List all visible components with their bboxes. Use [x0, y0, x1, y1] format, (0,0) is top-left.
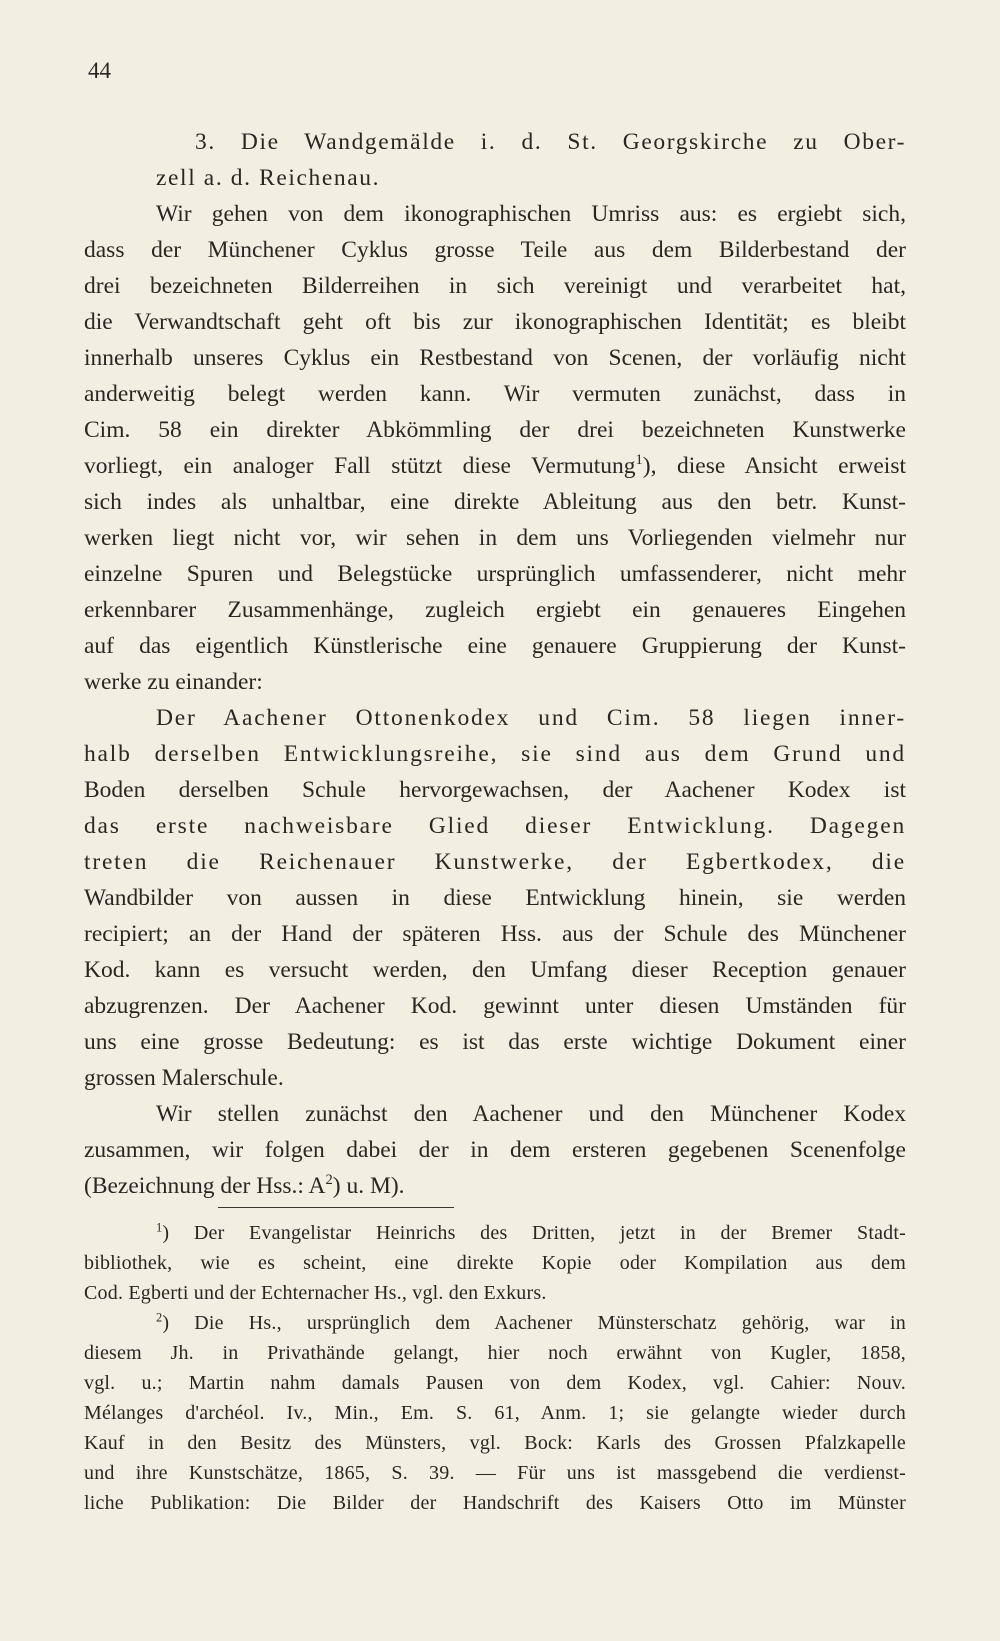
- text-line: [84, 1168, 906, 1204]
- text-line: einzelne Spuren und Belegstücke ursprünglich umfassenderer, nicht mehr: [84, 561, 906, 587]
- text-fragment: vorliegt, ein analoger Fall stützt diese Vermutung: [84, 453, 636, 479]
- footnote-line: diesem Jh. in Privathände gelangt, hier noch erwähnt von Kugler, 1858,: [84, 1342, 906, 1364]
- text-line: recipiert; an der Hand der späteren Hss. aus der Schule des Münchener: [84, 921, 906, 947]
- text-fragment: ), diese Ansicht erweist: [642, 453, 906, 479]
- text-line: dass der Münchener Cyklus grosse Teile aus dem Bilderbestand der: [84, 237, 906, 263]
- text-line: [84, 448, 906, 484]
- body-text: [84, 196, 906, 1204]
- footnote-line: liche Publikation: Die Bilder der Handschrift des Kaisers Otto im Münster: [84, 1492, 906, 1514]
- text-line: Wir gehen von dem ikonographischen Umriss aus: es ergiebt sich,: [156, 201, 906, 227]
- text-line: Boden derselben Schule hervorgewachsen, der Aachener Kodex ist: [84, 777, 906, 803]
- text-fragment: ) u. M).: [332, 1173, 405, 1199]
- text-line: grossen Malerschule.: [84, 1065, 284, 1091]
- footnote-ref: 1: [635, 452, 643, 469]
- text-line: sich indes als unhaltbar, eine direkte Ableitung aus den betr. Kunst-: [84, 489, 906, 515]
- text-line: drei bezeichneten Bilderreihen in sich vereinigt und verarbeitet hat,: [84, 273, 906, 299]
- footnote-line: Mélanges d'archéol. Iv., Min., Em. S. 61, Anm. 1; sie gelangte wieder durch: [84, 1402, 906, 1424]
- text-line: anderweitig belegt werden kann. Wir vermuten zunächst, dass in: [84, 381, 906, 407]
- footnote-line: und ihre Kunstschätze, 1865, S. 39. — Für uns ist massgebend die verdienst-: [84, 1462, 906, 1484]
- footnote-line: vgl. u.; Martin nahm damals Pausen von dem Kodex, vgl. Cahier: Nouv.: [84, 1372, 906, 1394]
- text-line: Wandbilder von aussen in diese Entwicklung hinein, sie werden: [84, 885, 906, 911]
- text-line: Cim. 58 ein direkter Abkömmling der drei bezeichneten Kunstwerke: [84, 417, 906, 443]
- footnote-mark: 1: [156, 1220, 163, 1235]
- footnote-line: [84, 1218, 906, 1248]
- text-line: erkennbarer Zusammenhänge, zugleich ergiebt ein genaueres Eingehen: [84, 597, 906, 623]
- text-line: halb derselben Entwicklungsreihe, sie sind aus dem Grund und: [84, 741, 906, 767]
- section-heading: [84, 124, 906, 196]
- text-fragment: ) Der Evangelistar Heinrichs des Dritten, jetzt in der Bremer Stadt-: [162, 1222, 906, 1244]
- text-line: zusammen, wir folgen dabei der in dem ersteren gegebenen Scenenfolge: [84, 1137, 906, 1163]
- text-fragment: (Bezeichnung der Hss.: A: [84, 1173, 326, 1199]
- text-line: treten die Reichenauer Kunstwerke, der Egbertkodex, die: [84, 849, 906, 875]
- heading-line: 3. Die Wandgemälde i. d. St. Georgskirche zu Ober-: [195, 129, 906, 155]
- text-line: Kod. kann es versucht werden, den Umfang dieser Reception genauer: [84, 957, 906, 983]
- text-line: Wir stellen zunächst den Aachener und den Münchener Kodex: [156, 1101, 906, 1127]
- text-line: innerhalb unseres Cyklus ein Restbestand von Scenen, der vorläufig nicht: [84, 345, 906, 371]
- heading-line: zell a. d. Reichenau.: [156, 165, 381, 191]
- text-line: die Verwandtschaft geht oft bis zur ikonographischen Identität; es bleibt: [84, 309, 906, 335]
- footnote-line: bibliothek, wie es scheint, eine direkte Kopie oder Kompilation aus dem: [84, 1252, 906, 1274]
- footnote-line: Cod. Egberti und der Echternacher Hs., vgl. den Exkurs.: [84, 1282, 547, 1304]
- footnote-divider: [218, 1207, 454, 1208]
- footnote-ref: 2: [325, 1172, 333, 1189]
- text-line: auf das eigentlich Künstlerische eine genauere Gruppierung der Kunst-: [84, 633, 906, 659]
- text-line: abzugrenzen. Der Aachener Kod. gewinnt unter diesen Umständen für: [84, 993, 906, 1019]
- text-fragment: ) Die Hs., ursprünglich dem Aachener Münsterschatz gehörig, war in: [162, 1312, 906, 1334]
- page-number: 44: [88, 58, 111, 83]
- text-line: uns eine grosse Bedeutung: es ist das erste wichtige Dokument einer: [84, 1029, 906, 1055]
- footnote-line: [84, 1308, 906, 1338]
- text-line: das erste nachweisbare Glied dieser Entwicklung. Dagegen: [84, 813, 906, 839]
- text-line: werke zu einander:: [84, 669, 263, 695]
- footnote-line: Kauf in den Besitz des Münsters, vgl. Bock: Karls des Grossen Pfalzkapelle: [84, 1432, 906, 1454]
- footnote-mark: 2: [156, 1310, 163, 1325]
- text-line: Der Aachener Ottonenkodex und Cim. 58 liegen inner-: [156, 705, 906, 731]
- text-line: werken liegt nicht vor, wir sehen in dem uns Vorliegenden vielmehr nur: [84, 525, 906, 551]
- footnotes: [84, 1218, 906, 1518]
